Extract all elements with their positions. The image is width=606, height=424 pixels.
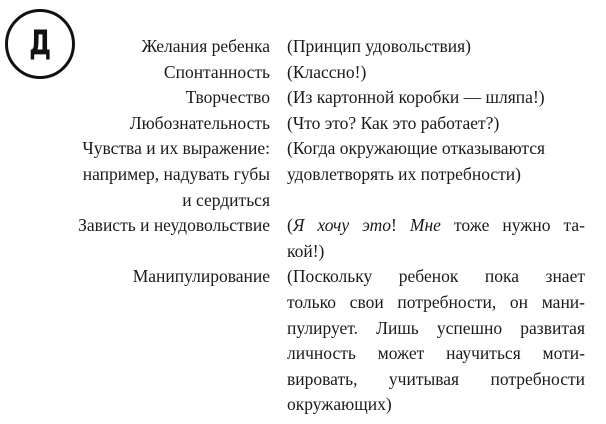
- trait-table: [0, 34, 606, 418]
- trait-note: (Классно!): [287, 61, 367, 82]
- trait-label: Чувства и их выражение: например, надувать губы и сердиться: [82, 138, 270, 210]
- table-row: [0, 136, 606, 213]
- trait-note: (Что это? Как это работает?): [287, 112, 500, 133]
- table-row: [0, 34, 606, 60]
- trait-label: Спонтанность: [163, 61, 270, 82]
- table-row: [0, 85, 606, 111]
- trait-note: (Принцип удовольствия): [287, 36, 472, 56]
- trait-label: Манипулирование: [132, 266, 270, 287]
- table-row: [0, 264, 606, 418]
- trait-label: Творчество: [185, 87, 270, 108]
- trait-note: (Из картонной коробки — шляпа!): [287, 87, 545, 108]
- note-line: (Я хочу это! Мне тоже нужно та-: [287, 215, 585, 236]
- table-row: [0, 60, 606, 86]
- trait-label: Желания ребенка: [141, 36, 270, 56]
- trait-label: Зависть и неудовольствие: [78, 215, 270, 236]
- trait-note: (Я хочу это! Мне тоже нужно та- кой!): [287, 215, 585, 261]
- trait-note: (Поскольку ребенок пока знает только свои потребности, он мани- пулирует. Лишь успешно развитая личность может научиться моти- вировать, учитывая потребности окружающих): [287, 266, 585, 415]
- trait-label: Любознательность: [129, 112, 270, 133]
- section-letter: Д: [29, 23, 51, 63]
- table-row: [0, 111, 606, 137]
- table-row: [0, 213, 606, 264]
- trait-note: (Когда окружающие отказываются удовлетворять их потребности): [287, 138, 546, 184]
